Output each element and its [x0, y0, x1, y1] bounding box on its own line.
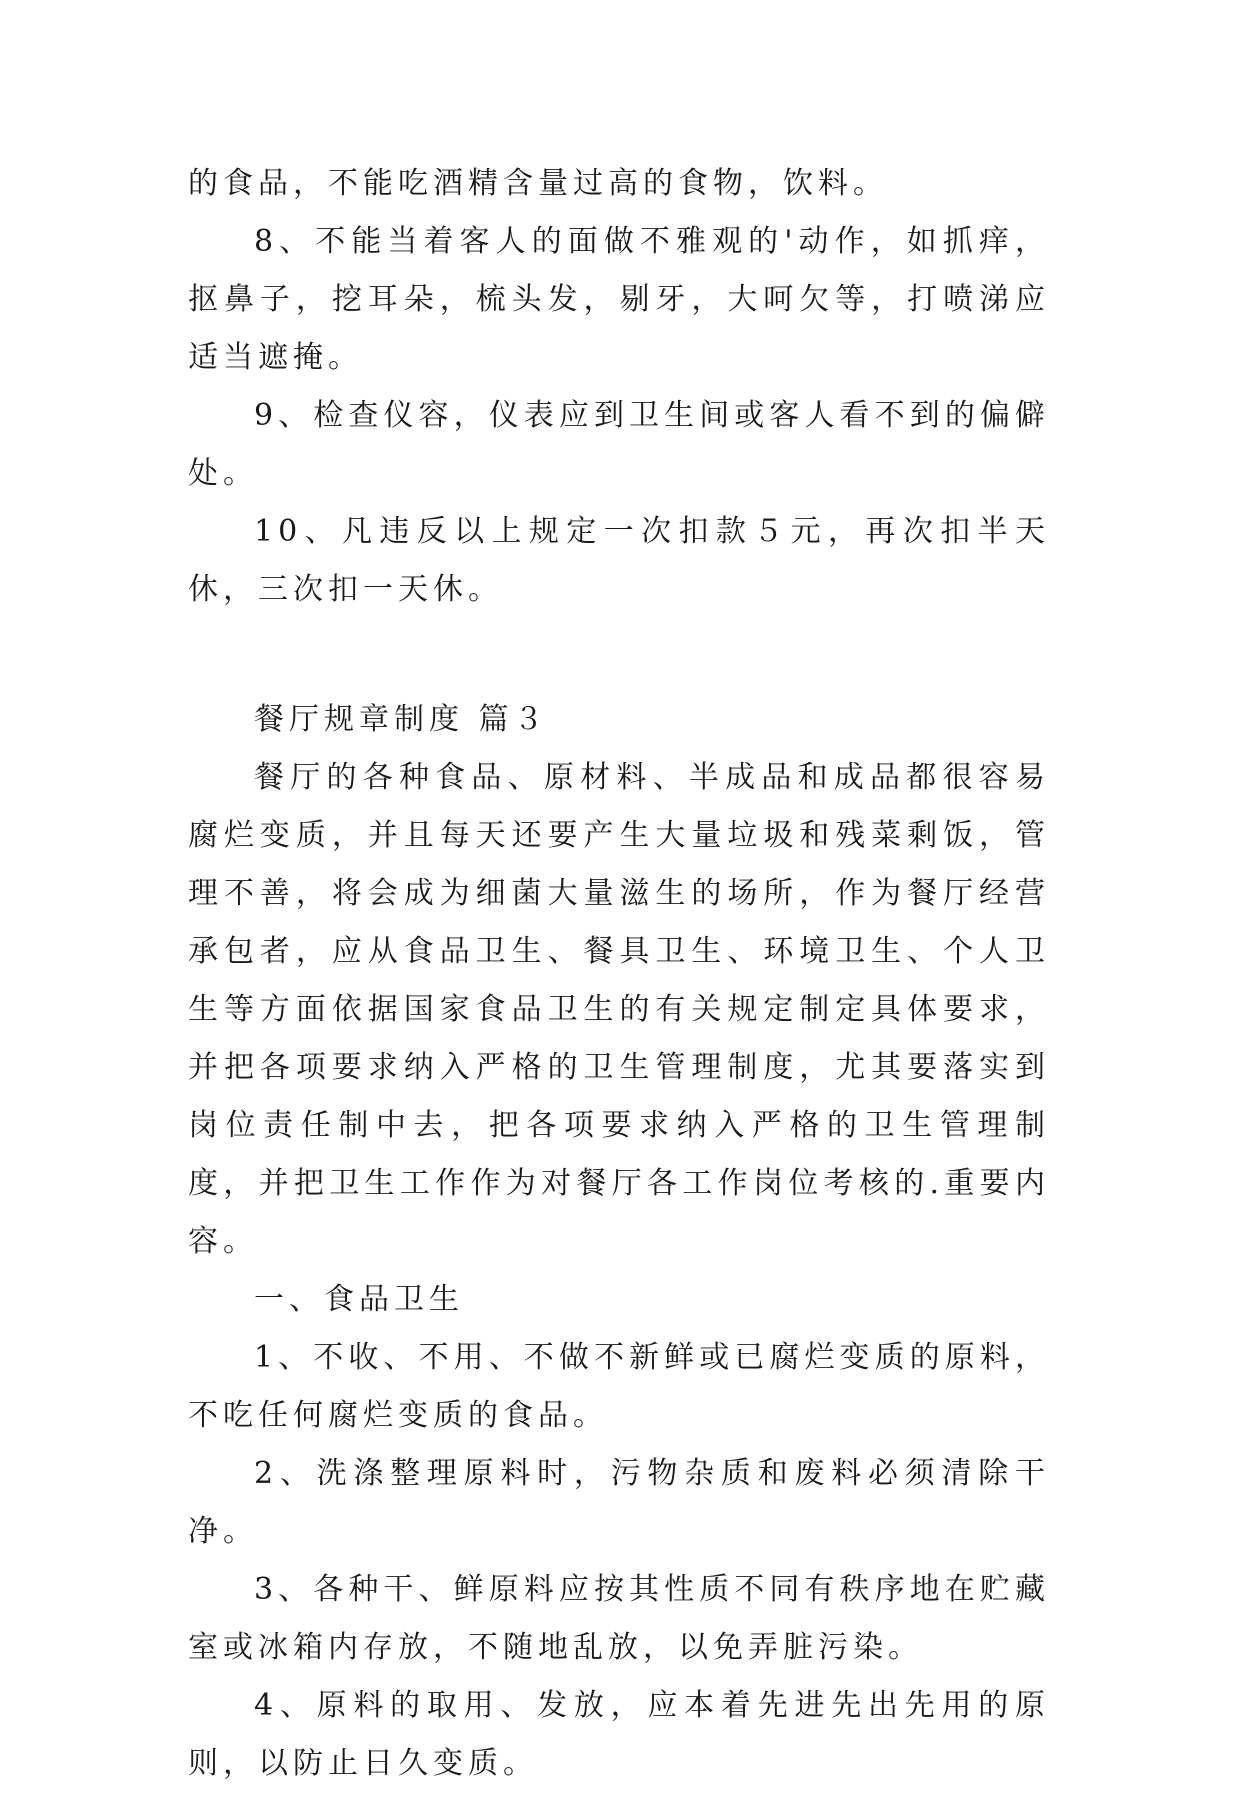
subsection-title: 一、食品卫生	[254, 1282, 464, 1317]
item-4-paragraph: 4、原料的取用、发放，应本着先进先出先用的原则，以防止日久变质。	[188, 1688, 1050, 1781]
item-1-paragraph: 1、不收、不用、不做不新鲜或已腐烂变质的原料，不吃任何腐烂变质的食品。	[188, 1340, 1050, 1433]
section-title: 餐厅规章制度 篇３	[254, 702, 549, 737]
rule-8-paragraph: 8、不能当着客人的面做不雅观的'动作，如抓痒，抠鼻子，挖耳朵，梳头发，剔牙，大呵欠等，打喷涕应适当遮掩。	[188, 224, 1050, 375]
rule-10-paragraph: 10、凡违反以上规定一次扣款５元，再次扣半天休，三次扣一天休。	[188, 514, 1050, 607]
continuation-paragraph: 的食品，不能吃酒精含量过高的食物，饮料。	[188, 166, 888, 201]
rule-9-paragraph: 9、检查仪容，仪表应到卫生间或客人看不到的偏僻处。	[188, 398, 1050, 491]
document-body	[188, 155, 1050, 1793]
intro-paragraph: 餐厅的各种食品、原材料、半成品和成品都很容易腐烂变质，并且每天还要产生大量垃圾和残菜剩饭，管理不善，将会成为细菌大量滋生的场所，作为餐厅经营承包者，应从食品卫生、餐具卫生、环境卫生、个人卫生等方面依据国家食品卫生的有关规定制定具体要求，并把各项要求纳入严格的卫生管理制度，尤其要落实到岗位责任制中去，把各项要求纳入严格的卫生管理制度，并把卫生工作作为对餐厅各工作岗位考核的.重要内容。	[188, 760, 1050, 1259]
item-3-paragraph: 3、各种干、鲜原料应按其性质不同有秩序地在贮藏室或冰箱内存放，不随地乱放，以免弄脏污染。	[188, 1572, 1050, 1665]
section-spacer	[188, 619, 1050, 691]
item-2-paragraph: 2、洗涤整理原料时，污物杂质和废料必须清除干净。	[188, 1456, 1050, 1549]
